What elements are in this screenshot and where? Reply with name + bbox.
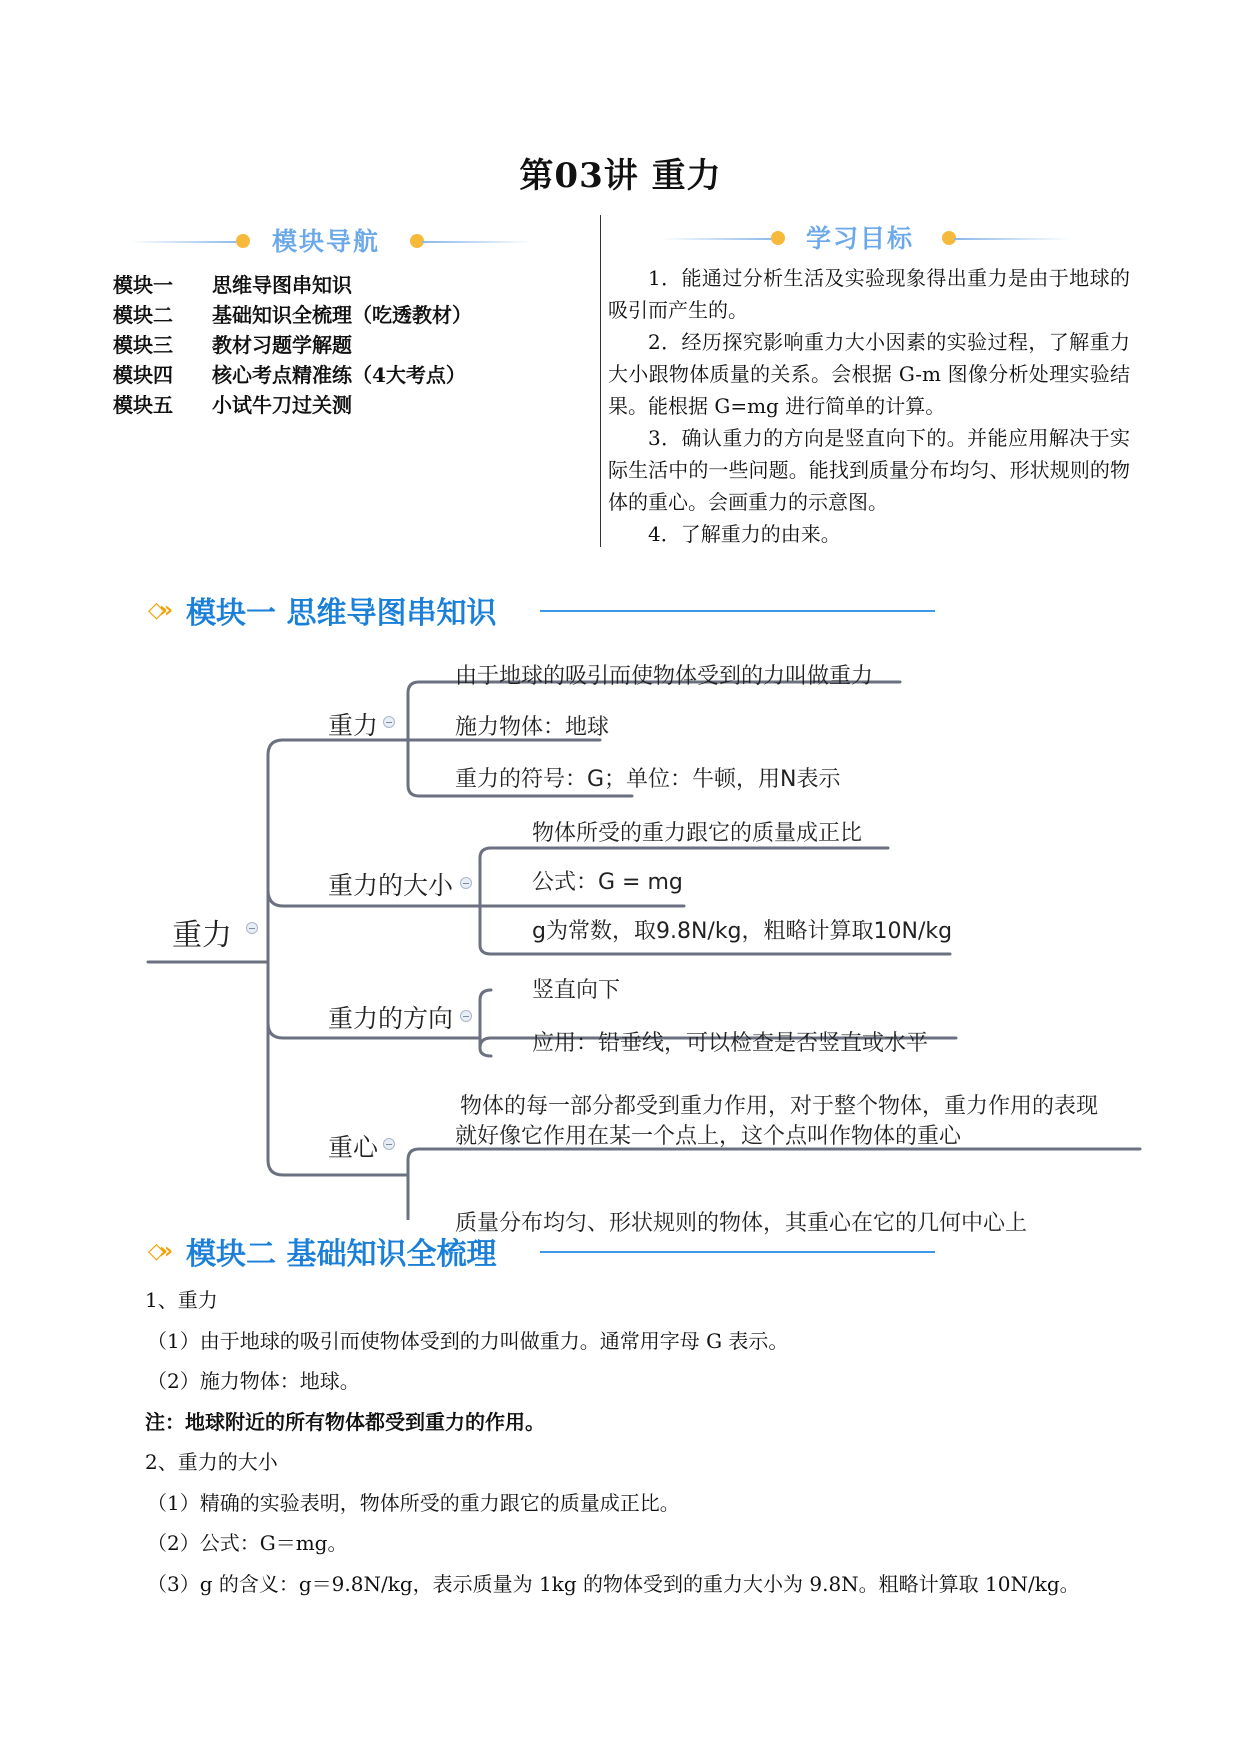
nav-list <box>113 270 472 420</box>
leaf: 应用：铅垂线，可以检查是否竖直或水平 <box>532 1031 929 1056</box>
note: 注：地球附近的所有物体都受到重力的作用。 <box>145 1409 545 1434</box>
leaf: 公式：G = mg <box>532 870 683 895</box>
collapse-icon[interactable] <box>246 922 258 934</box>
collapse-icon[interactable] <box>383 1138 395 1150</box>
nav-item-text: 核心考点精准练（4大考点） <box>212 363 466 387</box>
leaf: 竖直向下 <box>532 978 621 1003</box>
nav-item-key: 模块一 <box>113 273 173 297</box>
nav-item-text: 教材习题学解题 <box>212 333 352 357</box>
goals-list <box>608 262 1130 550</box>
dot-icon <box>771 231 785 245</box>
paragraph: （1）精确的实验表明，物体所受的重力跟它的质量成正比。 <box>147 1490 680 1515</box>
branch-center: 重心 <box>328 1133 379 1162</box>
nav-item[interactable] <box>113 360 472 390</box>
collapse-icon[interactable] <box>383 716 395 728</box>
paragraph: （2）公式：G＝mg。 <box>147 1531 348 1555</box>
leaf: 就好像它作用在某一个点上，这个点叫作物体的重心 <box>455 1124 962 1149</box>
collapse-icon[interactable] <box>460 1010 472 1022</box>
section-heading: 2、重力的大小 <box>145 1450 278 1474</box>
leaf: 质量分布均匀、形状规则的物体，其重心在它的几何中心上 <box>455 1211 1028 1236</box>
nav-item-text: 思维导图串知识 <box>212 273 352 297</box>
module2-banner <box>148 1229 938 1273</box>
mind-map <box>0 640 1241 1236</box>
collapse-icon[interactable] <box>460 877 472 889</box>
nav-item[interactable] <box>113 390 472 420</box>
nav-item-key: 模块四 <box>113 363 173 387</box>
nav-header <box>130 222 530 262</box>
leaf: 物体所受的重力跟它的质量成正比 <box>532 821 863 846</box>
branch-gravity: 重力 <box>328 711 379 740</box>
goal-item: 2．经历探究影响重力大小因素的实验过程，了解重力大小跟物体质量的关系。会根据 G-m 图像分析处理实验结果。能根据 G=mg 进行简单的计算。 <box>608 330 1130 418</box>
double-chevron-icon: ◇» <box>148 1239 168 1264</box>
module2-content <box>145 1280 1135 1604</box>
double-chevron-icon: ◇» <box>148 598 168 623</box>
nav-item-key: 模块五 <box>113 393 173 417</box>
nav-item[interactable] <box>113 270 472 300</box>
nav-item[interactable] <box>113 300 472 330</box>
module1-title: 模块一 思维导图串知识 <box>186 596 497 631</box>
leaf: 由于地球的吸引而使物体受到的力叫做重力 <box>455 664 874 689</box>
leaf: g为常数，取9.8N/kg，粗略计算取10N/kg <box>532 919 953 944</box>
mindmap-root: 重力 <box>172 918 232 953</box>
goal-item: 1．能通过分析生活及实验现象得出重力是由于地球的吸引而产生的。 <box>608 266 1130 322</box>
nav-item-key: 模块二 <box>113 303 173 327</box>
nav-item-key: 模块三 <box>113 333 173 357</box>
nav-item-text: 基础知识全梳理（吃透教材） <box>212 303 472 327</box>
goals-header <box>660 219 1070 259</box>
paragraph: （1）由于地球的吸引而使物体受到的力叫做重力。通常用字母 G 表示。 <box>147 1328 789 1353</box>
goal-item: 4．了解重力的由来。 <box>648 522 841 546</box>
branch-direction: 重力的方向 <box>328 1004 454 1033</box>
leaf: 物体的每一部分都受到重力作用，对于整个物体，重力作用的表现 <box>460 1094 1099 1119</box>
goals-header-label: 学习目标 <box>806 224 915 253</box>
leaf: 重力的符号：G；单位：牛顿，用N表示 <box>455 767 841 792</box>
nav-header-label: 模块导航 <box>272 227 381 256</box>
goal-item: 3．确认重力的方向是竖直向下的。并能应用解决于实际生活中的一些问题。能找到质量分布均匀、形状规则的物体的重心。会画重力的示意图。 <box>608 426 1130 514</box>
paragraph: （3）g 的含义：g＝9.8N/kg，表示质量为 1kg 的物体受到的重力大小为 9.8N。粗略计算取 10N/kg。 <box>147 1571 1080 1596</box>
paragraph: （2）施力物体：地球。 <box>147 1369 360 1393</box>
module1-banner <box>148 588 938 632</box>
nav-item[interactable] <box>113 330 472 360</box>
leaf: 施力物体：地球 <box>455 715 610 740</box>
section-heading: 1、重力 <box>145 1288 218 1312</box>
branch-size: 重力的大小 <box>328 871 454 900</box>
module2-title: 模块二 基础知识全梳理 <box>186 1237 497 1272</box>
dot-icon <box>236 234 250 248</box>
column-divider <box>600 215 601 547</box>
page-title: 第03讲 重力 <box>519 156 722 196</box>
nav-item-text: 小试牛刀过关测 <box>212 393 352 417</box>
